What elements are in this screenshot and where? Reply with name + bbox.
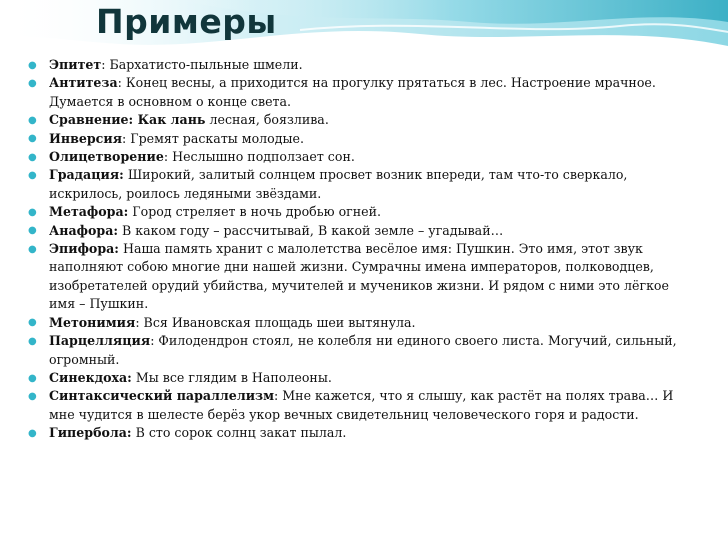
- example-text: лесная, боязлива.: [205, 112, 329, 128]
- page-title: Примеры: [96, 2, 277, 41]
- term-label: Сравнение: Как лань: [49, 112, 206, 128]
- term-label: Антитеза: [49, 75, 118, 91]
- list-item: [28, 332, 698, 369]
- bullet-icon: ●: [28, 59, 37, 71]
- bullet-icon: ●: [28, 206, 37, 218]
- bullet-icon: ●: [28, 427, 37, 439]
- example-text: : Неслышно подползает сон.: [163, 149, 355, 165]
- term-label: Парцелляция: [49, 333, 151, 349]
- list-item: [28, 111, 698, 129]
- bullet-icon: ●: [28, 243, 37, 255]
- bullet-icon: ●: [28, 133, 37, 145]
- example-text: : Филодендрон стоял, не колебля ни единого своего листа. Могучий, сильный, огромный.: [49, 333, 677, 367]
- list-item: [28, 240, 698, 314]
- bullet-icon: ●: [28, 78, 37, 89]
- list-item: [28, 387, 698, 424]
- example-text: В каком году – рассчитывай, В какой земле – угадывай…: [118, 222, 504, 238]
- example-text: Мы все глядим в Наполеоны.: [131, 369, 332, 385]
- list-item: [28, 222, 698, 240]
- bullet-icon: ●: [28, 372, 37, 384]
- example-text: Широкий, залитый солнцем просвет возник впереди, там что-то сверкало, искрилось, роилось ледяными звёздами.: [49, 167, 628, 201]
- term-label: Эпитет: [49, 57, 102, 72]
- example-text: : Гремят раскаты молодые.: [122, 130, 305, 146]
- bullet-icon: ●: [28, 390, 37, 402]
- example-text: В сто сорок солнц закат пылал.: [131, 425, 347, 441]
- list-item: [28, 369, 698, 387]
- bullet-icon: ●: [28, 225, 37, 237]
- example-text: : Бархатисто-пыльные шмели.: [101, 57, 303, 72]
- bullet-icon: ●: [28, 151, 37, 163]
- example-text: : Конец весны, а приходится на прогулку прятаться в лес. Настроение мрачное. Думается в основном о конце света.: [49, 75, 656, 109]
- term-label: Анафора:: [49, 222, 119, 238]
- bullet-icon: ●: [28, 114, 37, 126]
- example-text: : Вся Ивановская площадь шеи вытянула.: [135, 314, 416, 330]
- list-item: [28, 314, 698, 332]
- bullet-icon: ●: [28, 170, 37, 182]
- examples-list: [28, 56, 698, 443]
- term-label: Синекдоха:: [49, 369, 132, 385]
- term-label: Метафора:: [49, 204, 129, 220]
- example-text: Город стреляет в ночь дробью огней.: [128, 204, 382, 220]
- term-label: Олицетворение: [49, 149, 164, 165]
- term-label: Гипербола:: [49, 425, 132, 441]
- term-label: Синтаксический параллелизм: [49, 388, 275, 404]
- term-label: Инверсия: [49, 130, 122, 146]
- bullet-icon: ●: [28, 317, 37, 329]
- example-text: Наша память хранит с малолетства весёлое имя: Пушкин. Это имя, этот звук наполняют собою многие дни нашей жизни. Сумрачны имена императоров, полководцев, изобретателей орудий убийства, мучителей и мучеников жизни. И рядом с ними это лёгкое имя – Пушкин.: [49, 241, 669, 312]
- bullet-icon: ●: [28, 335, 37, 347]
- example-text: : Мне кажется, что я слышу, как растёт на полях трава… И мне чудится в шелесте берёз укор вечных свидетельниц человеческого горя и радости.: [49, 388, 674, 422]
- list-item: [28, 148, 698, 166]
- term-label: Эпифора:: [49, 241, 119, 257]
- list-item: [28, 166, 698, 203]
- list-item: [28, 56, 698, 74]
- list-item: [28, 74, 698, 111]
- list-item: [28, 130, 698, 148]
- list-item: [28, 203, 698, 221]
- list-item: [28, 424, 698, 442]
- term-label: Градация:: [49, 167, 124, 183]
- term-label: Метонимия: [49, 314, 136, 330]
